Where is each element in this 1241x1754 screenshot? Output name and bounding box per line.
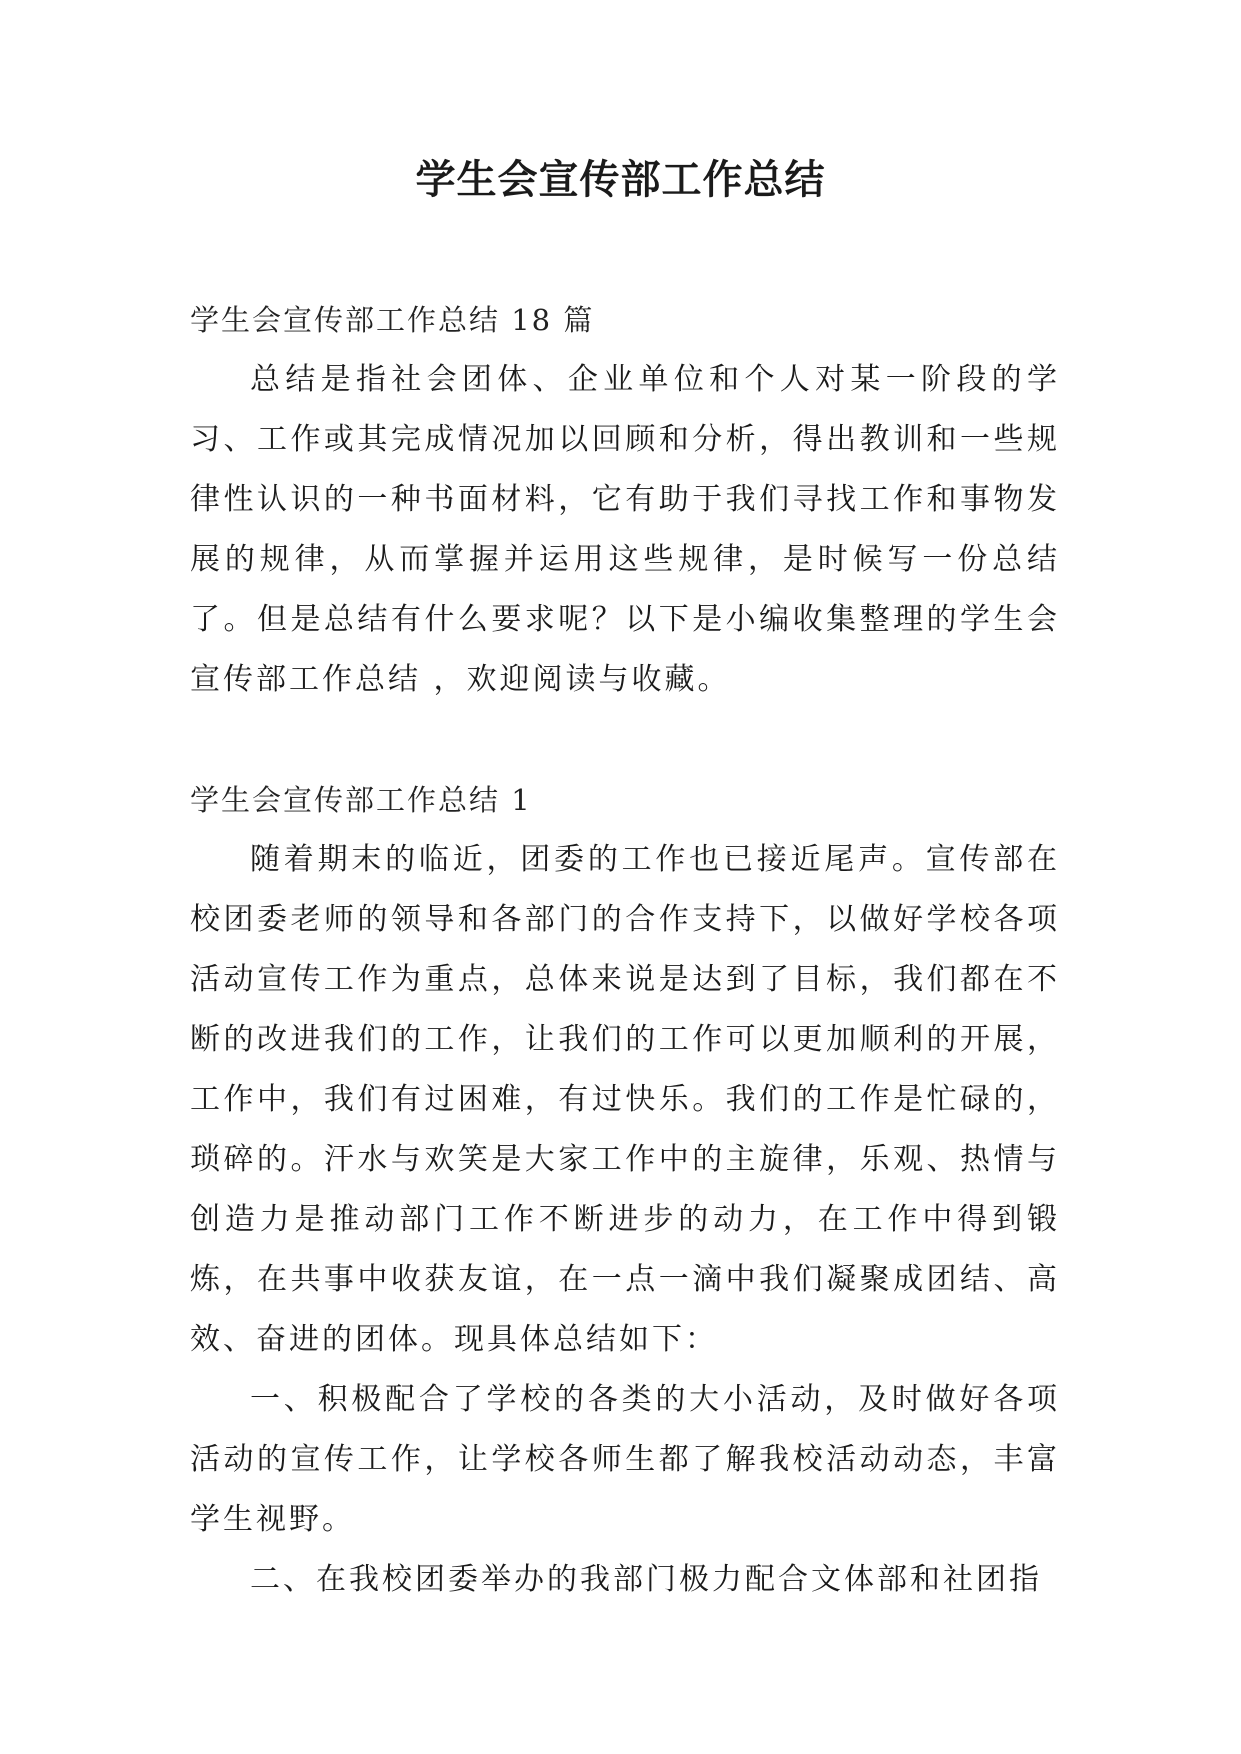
intro-paragraph: 总结是指社会团体、企业单位和个人对某一阶段的学习、工作或其完成情况加以回顾和分析，得出教训和一些规律性认识的一种书面材料，它有助于我们寻找工作和事物发展的规律，从而掌握并运用这些规律，是时候写一份总结了。但是总结有什么要求呢？以下是小编收集整理的学生会宣传部工作总结 ，欢迎阅读与收藏。: [190, 362, 1060, 697]
section-paragraph: 二、在我校团委举办的我部门极力配合文体部和社团指: [250, 1562, 1042, 1597]
document-body: [190, 290, 1060, 1610]
section-spacer: [190, 710, 1060, 770]
section-paragraph: 一、积极配合了学校的各类的大小活动，及时做好各项活动的宣传工作，让学校各师生都了解我校活动动态，丰富学生视野。: [190, 1382, 1060, 1537]
document-title: 学生会宣传部工作总结: [415, 157, 826, 203]
section-paragraph: 随着期末的临近，团委的工作也已接近尾声。宣传部在校团委老师的领导和各部门的合作支持下，以做好学校各项活动宣传工作为重点，总体来说是达到了目标，我们都在不断的改进我们的工作，让我们的工作可以更加顺利的开展，工作中，我们有过困难，有过快乐。我们的工作是忙碌的，琐碎的。汗水与欢笑是大家工作中的主旋律，乐观、热情与创造力是推动部门工作不断进步的动力，在工作中得到锻炼，在共事中收获友谊，在一点一滴中我们凝聚成团结、高效、奋进的团体。现具体总结如下：: [190, 842, 1060, 1357]
intro-heading: 学生会宣传部工作总结 18 篇: [190, 303, 595, 337]
section-heading: 学生会宣传部工作总结 1: [190, 783, 532, 817]
